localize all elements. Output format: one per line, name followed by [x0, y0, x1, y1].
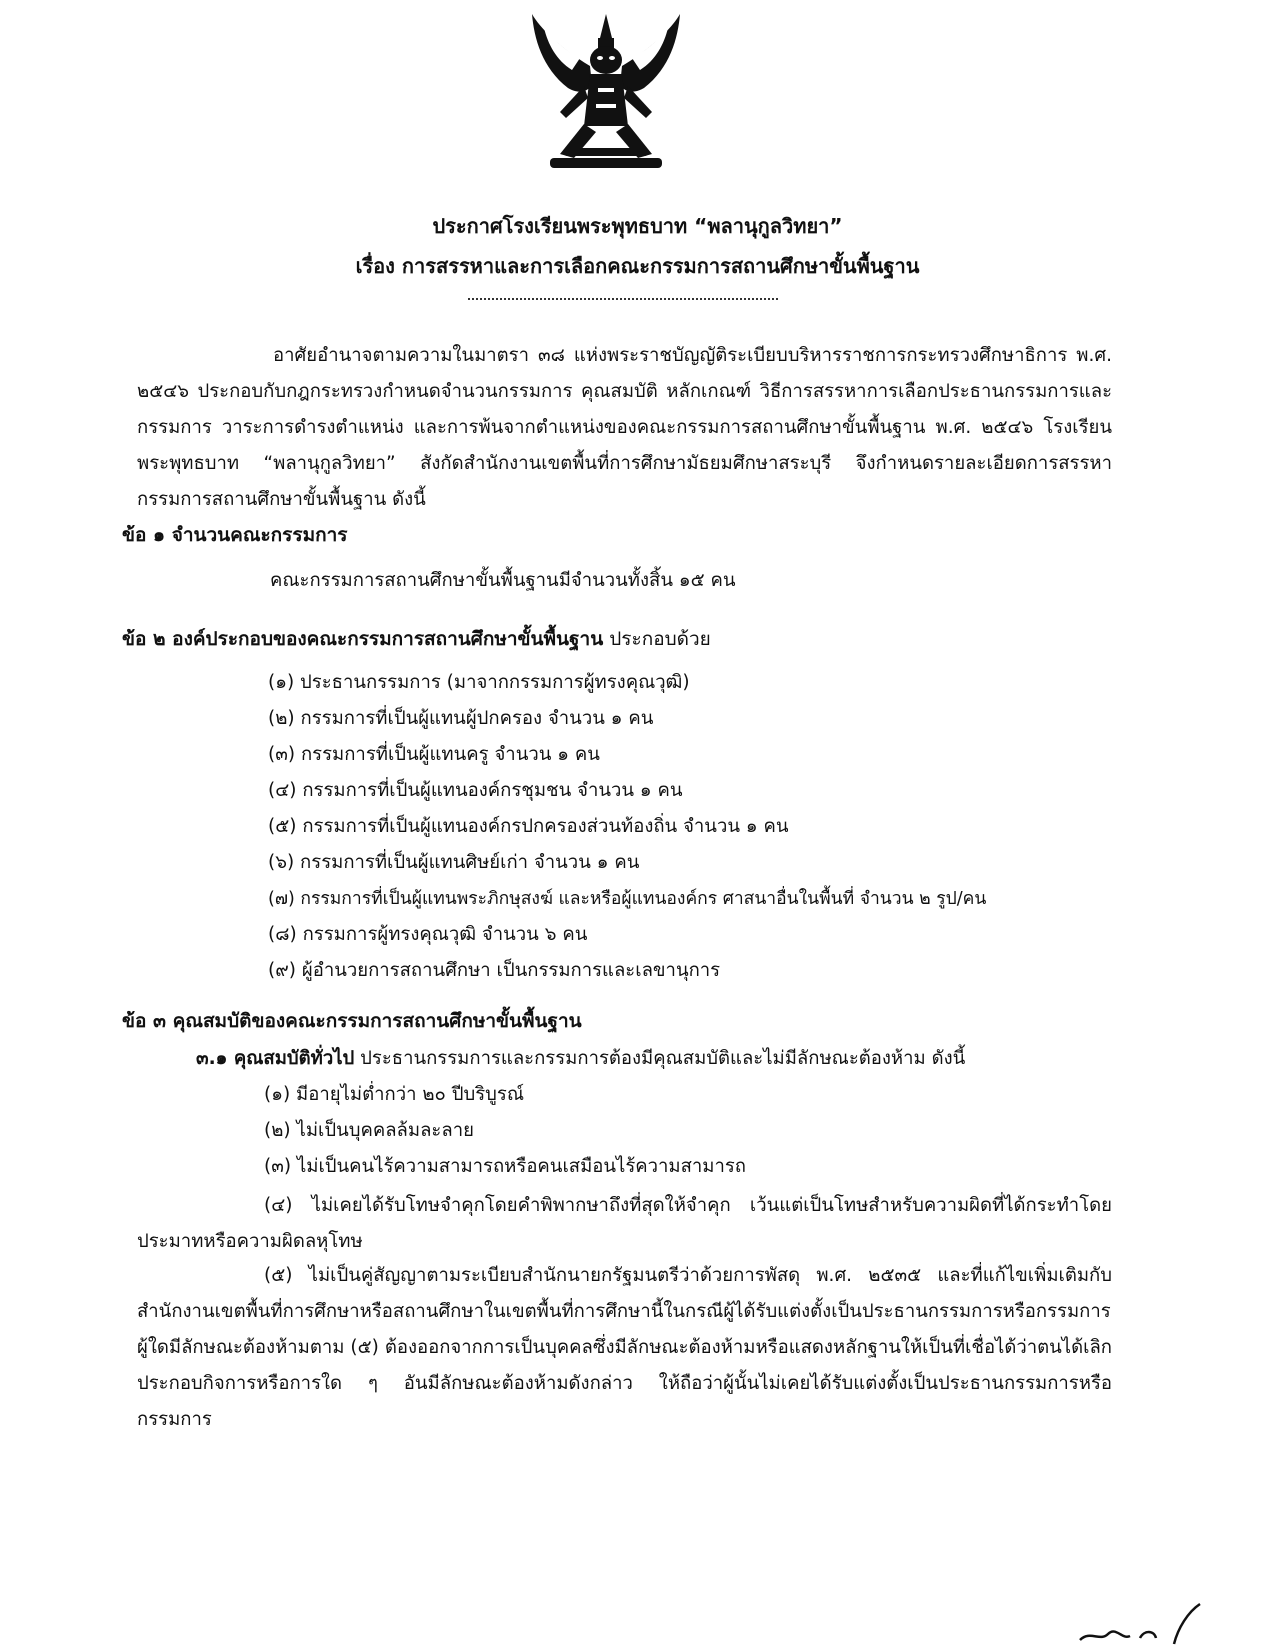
list-item: (๑) มีอายุไม่ต่ำกว่า ๒๐ ปีบริบูรณ์	[264, 1084, 524, 1105]
section-3-1-text: ประธานกรรมการและกรรมการต้องมีคุณสมบัติและไม่มีลักษณะต้องห้าม ดังนี้	[354, 1048, 966, 1069]
section-1-heading: ข้อ ๑ จำนวนคณะกรรมการ	[122, 524, 348, 546]
section-3-item-4: (๔) ไม่เคยได้รับโทษจำคุกโดยคำพิพากษาถึงที่สุดให้จำคุก เว้นแต่เป็นโทษสำหรับความผิดที่ได้กระทำโดยประมาทหรือความผิดลหุโทษ	[137, 1195, 1112, 1252]
section-3-1-line	[196, 1044, 965, 1073]
section-2-heading-label: ข้อ ๒ องค์ประกอบของคณะกรรมการสถานศึกษาขั้นพื้นฐาน	[122, 628, 604, 650]
list-item: (๕) กรรมการที่เป็นผู้แทนองค์กรปกครองส่วนท้องถิ่น จำนวน ๑ คน	[268, 816, 789, 837]
list-item: (๘) กรรมการผู้ทรงคุณวุฒิ จำนวน ๖ คน	[268, 924, 588, 945]
section-3-item-5: (๕) ไม่เป็นคู่สัญญาตามระเบียบสำนักนายกรัฐมนตรีว่าด้วยการพัสดุ พ.ศ. ๒๕๓๕ และที่แก้ไขเพิ่มเติมกับสำนักงานเขตพื้นที่การศึกษาหรือสถานศึกษาในเขตพื้นที่การศึกษานี้ในกรณีผู้ได้รับแต่งตั้งเป็นประธานกรรมการหรือกรรมการ ผู้ใดมีลักษณะต้องห้ามตาม (๕) ต้องออกจากการเป็นบุคคลซึ่งมีลักษณะต้องห้ามหรือแสดงหลักฐานให้เป็นที่เชื่อได้ว่าตนได้เลิกประกอบกิจการหรือการใด ๆ อันมีลักษณะต้องห้ามดังกล่าว ให้ถือว่าผู้นั้นไม่เคยได้รับแต่งตั้งเป็นประธานกรรมการหรือกรรมการ	[137, 1265, 1112, 1430]
list-item: (๒) ไม่เป็นบุคคลล้มละลาย	[264, 1120, 474, 1141]
list-item: (๑) ประธานกรรมการ (มาจากกรรมการผู้ทรงคุณวุฒิ)	[268, 672, 690, 693]
list-item: (๔) กรรมการที่เป็นผู้แทนองค์กรชุมชน จำนวน ๑ คน	[268, 780, 683, 801]
document-subject: เรื่อง การสรรหาและการเลือกคณะกรรมการสถานศึกษาขั้นพื้นฐาน	[355, 254, 920, 278]
dotted-divider	[468, 298, 778, 300]
section-2-heading	[122, 624, 711, 654]
list-item: (๓) กรรมการที่เป็นผู้แทนครู จำนวน ๑ คน	[268, 744, 600, 765]
list-item: (๓) ไม่เป็นคนไร้ความสามารถหรือคนเสมือนไร้ความสามารถ	[264, 1156, 747, 1177]
section-3-1-label: ๓.๑ คุณสมบัติทั่วไป	[196, 1048, 355, 1069]
section-1-body: คณะกรรมการสถานศึกษาขั้นพื้นฐานมีจำนวนทั้งสิ้น ๑๕ คน	[270, 570, 736, 591]
list-item: (๒) กรรมการที่เป็นผู้แทนผู้ปกครอง จำนวน ๑ คน	[268, 708, 654, 729]
list-item: (๙) ผู้อำนวยการสถานศึกษา เป็นกรรมการและเลขานุการ	[268, 960, 721, 981]
section-3-heading: ข้อ ๓ คุณสมบัติของคณะกรรมการสถานศึกษาขั้นพื้นฐาน	[122, 1010, 582, 1032]
list-item: (๖) กรรมการที่เป็นผู้แทนศิษย์เก่า จำนวน ๑ คน	[268, 852, 640, 873]
intro-paragraph: อาศัยอำนาจตามความในมาตรา ๓๘ แห่งพระราชบัญญัติระเบียบบริหารราชการกระทรวงศึกษาธิการ พ.ศ. ๒๕๔๖ ประกอบกับกฎกระทรวงกำหนดจำนวนกรรมการ คุณสมบัติ หลักเกณฑ์ วิธีการสรรหาการเลือกประธานกรรมการและกรรมการ วาระการดำรงตำแหน่ง และการพ้นจากตำแหน่งของคณะกรรมการสถานศึกษาขั้นพื้นฐาน พ.ศ. ๒๕๔๖ โรงเรียนพระพุทธบาท “พลานุกูลวิทยา” สังกัดสำนักงานเขตพื้นที่การศึกษามัธยมศึกษาสระบุรี จึงกำหนดรายละเอียดการสรรหากรรมการสถานศึกษาขั้นพื้นฐาน ดังนี้	[137, 345, 1112, 510]
page-title: ประกาศโรงเรียนพระพุทธบาท “พลานุกูลวิทยา”	[432, 214, 843, 238]
section-2-heading-suffix: ประกอบด้วย	[603, 628, 711, 650]
page-continuation-mark	[1070, 1600, 1210, 1648]
list-item: (๗) กรรมการที่เป็นผู้แทนพระภิกษุสงฆ์ และหรือผู้แทนองค์กร ศาสนาอื่นในพื้นที่ จำนวน ๒ รูป/คน	[268, 889, 987, 909]
garuda-emblem-icon	[520, 8, 692, 180]
